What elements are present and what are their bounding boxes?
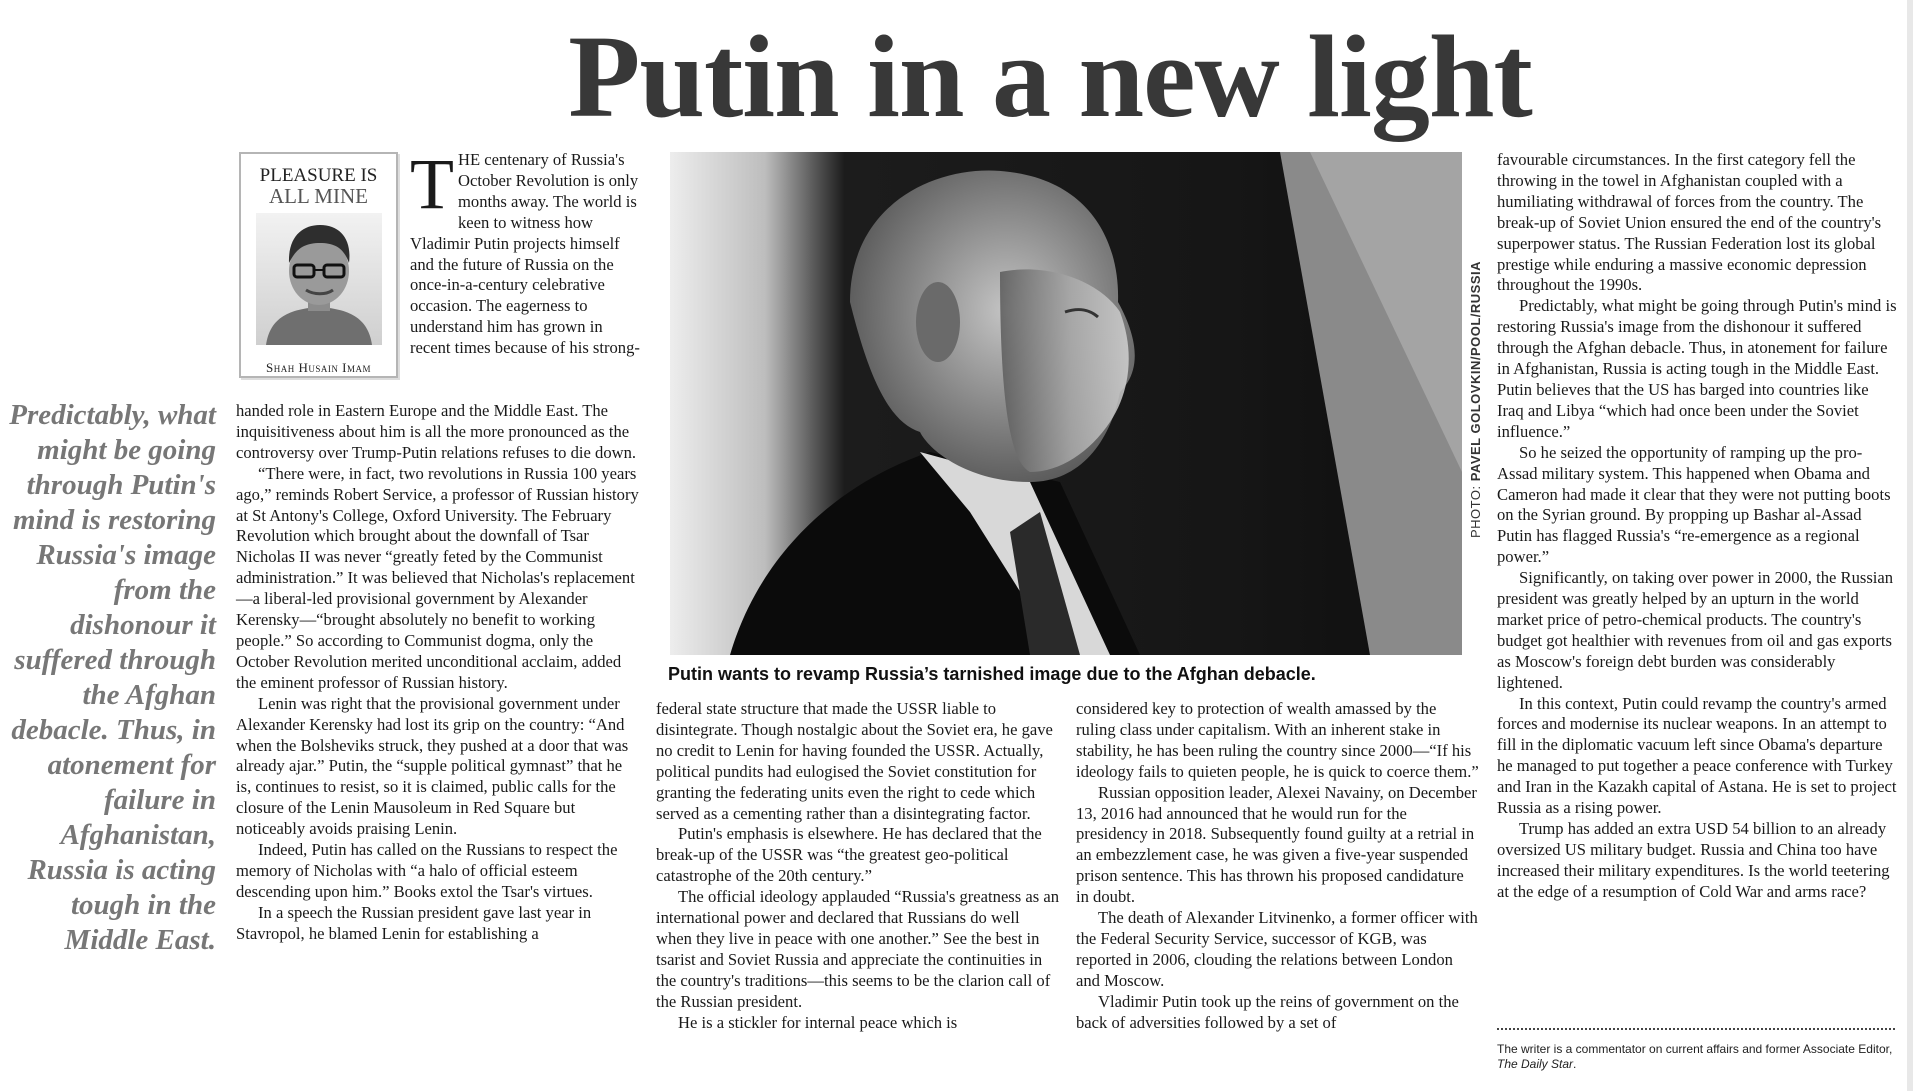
article-column-1 [236, 401, 640, 945]
photo-credit: PHOTO: PAVEL GOLOVKIN/POOL/RUSSIA [1468, 260, 1483, 539]
paragraph: considered key to protection of wealth amassed by the ruling class under capitalism. With an inherent stake in stability, he has been ruling the country since 2000—“If his ideology fails to quieten people, he is quick to coerce them.” [1076, 699, 1479, 781]
paragraph: handed role in Eastern Europe and the Middle East. The inquisitiveness about him is all the more pronounced as the controversy over Trump-Putin relations refuses to die down. [236, 401, 637, 462]
article-intro [410, 144, 640, 359]
columnist-badge [239, 152, 398, 378]
newspaper-name: The Daily Star [1497, 1057, 1574, 1071]
drop-cap: T [410, 144, 454, 224]
paragraph: federal state structure that made the USSR liable to disintegrate. Though nostalgic about the Soviet era, he gave no credit to Lenin for having founded the USSR. Actually, political pundits had eulogised the Soviet constitution for granting the federating units even the right to cede which served as a cementing rather than a disintegrating factor. [656, 699, 1053, 823]
paragraph: Predictably, what might be going through Putin's mind is restoring Russia's image from the dishonour it suffered through the Afghan debacle. Thus, in atonement for failure in Afghanistan, Russia is acting tough in the Middle East. Putin believes that the US has barged into countries like Iraq and Libya “which had once been under the Soviet influence.” [1497, 296, 1897, 441]
column-title-line1: PLEASURE IS [259, 165, 378, 186]
article-column-3 [1076, 699, 1479, 1034]
intro-text: HE centenary of Russia's October Revolution is only months away. The world is keen to witness how Vladimir Putin projects himself and the future of Russia on the once-in-a-century celebrative occasion. The eagerness to understand him has grown in recent times because of his strong- [410, 150, 640, 358]
paragraph: Lenin was right that the provisional government under Alexander Kerensky had lost its grip on the country: “And when the Bolsheviks struck, they pushed at a door that was already ajar.” Putin, the “supple political gymnast” that he is, continues to resist, so it is claimed, public calls for the closure of the Lenin Mausoleum in Red Square but noticeably avoids praising Lenin. [236, 693, 629, 839]
paragraph: He is a stickler for internal peace which is [678, 1012, 958, 1032]
column-title-line2: ALL MINE [269, 184, 368, 208]
paragraph: The official ideology applauded “Russia's greatness as an international power and declared that Russians do well when they live in peace with one another.” See the best in tsarist and Soviet Russia and appreciate the continuities in the country's traditions—this seems to be the clarion call of the Russian president. [656, 887, 1059, 1011]
paragraph: Vladimir Putin took up the reins of government on the back of adversities followed by a set of [1076, 991, 1459, 1032]
paragraph: Significantly, on taking over power in 2000, the Russian president was greatly helped by an upturn in the world market price of petro-chemical products. The country's budget got healthier with revenues from oil and gas exports as Moscow's foreign debt burden was considerably lightened. [1497, 568, 1894, 692]
paragraph: favourable circumstances. In the first category fell the throwing in the towel in Afghanistan coupled with a humiliating withdrawal of forces from the country. The break-up of Soviet Union ensured the end of the country's superpower status. The Russian Federation lost its global prestige while enduring a massive economic depression throughout the 1990s. [1497, 150, 1882, 295]
writer-note: The writer is a commentator on current affairs and former Associate Editor, The Daily Star. [1497, 1042, 1893, 1071]
headline: Putin in a new light [568, 11, 1532, 142]
dotted-divider [1497, 1028, 1895, 1030]
article-column-4 [1497, 150, 1899, 903]
putin-photo [670, 152, 1462, 655]
columnist-portrait [256, 213, 382, 345]
page-edge-shade [1907, 0, 1913, 1091]
paragraph: So he seized the opportunity of ramping up the pro-Assad military system. This happened when Obama and Cameron had made it clear that they were not putting boots on the Syrian ground. By propping up Bashar al-Assad Putin has flagged Russia's “re-emergence as a regional power.” [1497, 442, 1891, 567]
photo-credit-strip [1464, 152, 1488, 655]
columnist-name: Shah Husain Imam [266, 360, 371, 375]
paragraph: “There were, in fact, two revolutions in Russia 100 years ago,” reminds Robert Service, a professor of Russian history at St Antony's College, Oxford University. The February Revolution which brought about the downfall of Tsar Nicholas II was never “greatly feted by the Communist administration.” It was believed that Nicholas's replacement—a liberal-led provisional government by Alexander Kerensky—“brought absolutely no benefit to working people.” So according to Communist dogma, only the October Revolution merited unconditional acclaim, added the eminent professor of Russian history. [236, 463, 639, 692]
paragraph: The death of Alexander Litvinenko, a former officer with the Federal Security Service, successor of KGB, was reported in 2006, clouding the relations between London and Moscow. [1076, 908, 1478, 990]
paragraph: Russian opposition leader, Alexei Navainy, on December 13, 2016 had announced that he would run for the presidency in 2018. Subsequently found guilty at a retrial in an embezzlement case, he was given a five-year suspended prison sentence. This has thrown his proposed candidature in doubt. [1076, 782, 1477, 907]
paragraph: In this context, Putin could revamp the country's armed forces and modernise its nuclear weapons. In an attempt to fill in the diplomatic vacuum left since Obama's departure he managed to put together a peace conference with Turkey and Iran in the Kazakh capital of Astana. He is set to project Russia as a rising power. [1497, 693, 1897, 818]
pull-quote: Predictably, what might be going through Putin's mind is restoring Russia's image from the dishonour it suffered through the Afghan debacle. Thus, in atonement for failure in Afghanistan, Russia is acting tough in the Middle East. [9, 399, 216, 956]
article-column-2 [656, 699, 1059, 1034]
paragraph: Putin's emphasis is elsewhere. He has declared that the break-up of the USSR was “the greatest geo-political catastrophe of the 20th century.” [656, 824, 1042, 886]
paragraph: In a speech the Russian president gave last year in Stavropol, he blamed Lenin for establishing a [236, 902, 592, 943]
photo-caption: Putin wants to revamp Russia’s tarnished image due to the Afghan debacle. [668, 664, 1316, 684]
paragraph: Indeed, Putin has called on the Russians to respect the memory of Nicholas with “a halo of official esteem descending upon him.” Books extol the Tsar's virtues. [236, 840, 618, 901]
paragraph: Trump has added an extra USD 54 billion to an already oversized US military budget. Russia and China too have increased their military expenditures. Is the world teetering at the edge of a resumption of Cold War and arms race? [1497, 819, 1890, 901]
